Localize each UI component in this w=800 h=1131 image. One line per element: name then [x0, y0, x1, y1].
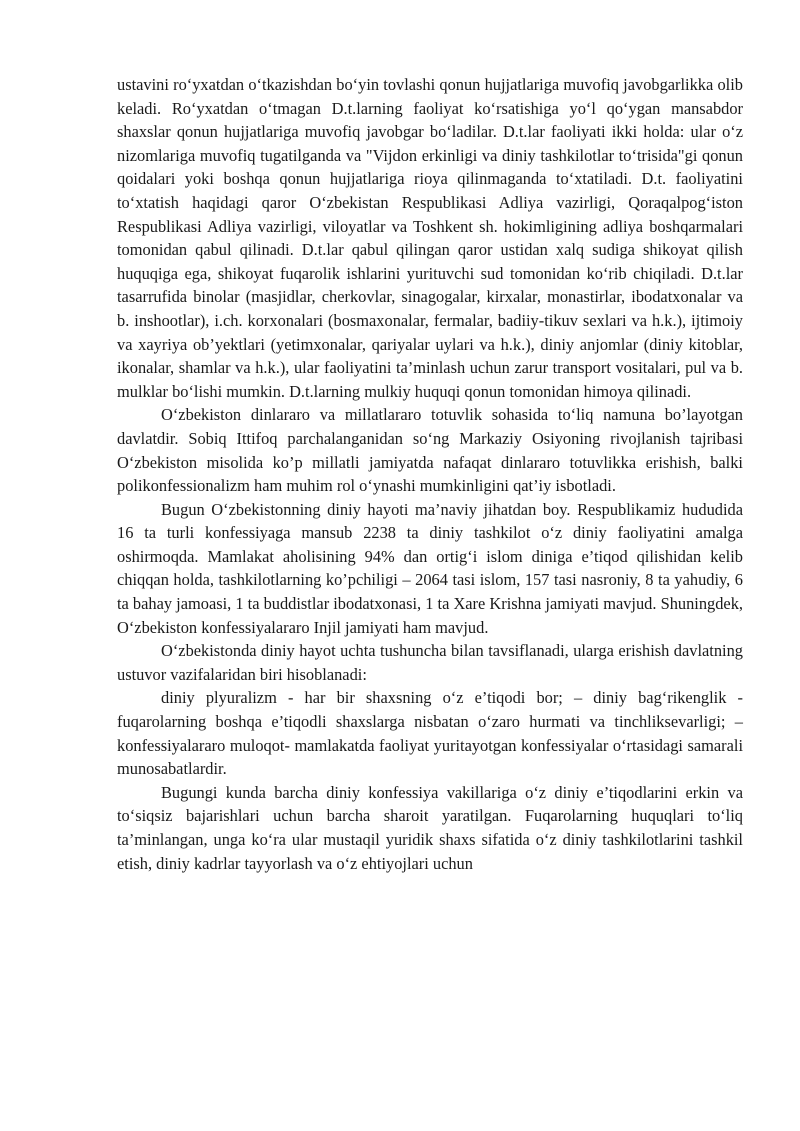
paragraph-continuation: ustavini ro‘yxatdan o‘tkazishdan bo‘yin tovlashi qonun hujjatlariga muvofiq javobgarlikka olib keladi. Ro‘yxatdan o‘tmagan D.t.larning faoliyat ko‘rsatishiga yo‘l qo‘ygan mansabdor shaxslar qonun hujjatlariga muvofiq javobgar bo‘ladilar. D.t.lar faoliyati ikki holda: ular o‘z nizomlariga muvofiq tugatilganda va "Vijdon erkinligi va diniy tashkilotlar to‘trisida"gi qonun qoidalari yoki boshqa qonun hujjatlariga rioya qilinmaganda to‘xtatiladi. D.t. faoliyatini to‘xtatish haqidagi qaror O‘zbekistan Respublikasi Adliya vazirligi, Qoraqalpog‘iston Respublikasi Adliya vazirligi, viloyatlar va Toshkent sh. hokimligining adliya boshqarmalari tomonidan qabul qilinadi. D.t.lar qabul qilingan qaror ustidan xalq sudiga shikoyat qilish huquqiga ega, shikoyat fuqarolik ishlarini yurituvchi sud tomonidan ko‘rib chiqiladi. D.t.lar tasarrufida binolar (masjidlar, cherkovlar, sinagogalar, kirxalar, monastirlar, ibodatxonalar va b. inshootlar), i.ch. korxonalari (bosmaxonalar, fermalar, badiiy-tikuv sexlari va h.k.), ijtimoiy va xayriya ob’yektlari (yetimxonalar, qariyalar uylari va h.k.), diniy anjomlar (diniy kitoblar, ikonalar, shamlar va h.k.), ular faoliyatini ta’minlash uchun zarur transport vositalari, pul va b. mulklar bo‘lishi mumkin. D.t.larning mulkiy huquqi qonun tomonidan himoya qilinadi. [117, 75, 743, 401]
paragraph-pluralism-list: diniy plyuralizm - har bir shaxsning o‘z e’tiqodi bor; – diniy bag‘rikenglik - fuqarolarning boshqa e’tiqodli shaxslarga nisbatan o‘zaro hurmati va tinchliksevarligi; – konfessiyalararo muloqot- mamlakatda faoliyat yuritayotgan konfessiyalar o‘rtasidagi samarali munosabatlardir. [117, 688, 743, 779]
paragraph-conditions: Bugungi kunda barcha diniy konfessiya vakillariga o‘z diniy e’tiqodlarini erkin va to‘siqsiz bajarishlari uchun barcha sharoit yaratilgan. Fuqarolarning huquqlari to‘liq ta’minlangan, unga ko‘ra ular mustaqil yuridik shaxs sifatida o‘z diniy tashkilotlarini tashkil etish, diniy kadrlar tayyorlash va o‘z ehtiyojlari uchun [117, 782, 743, 873]
document-body [117, 73, 743, 875]
paragraph-three-concepts: O‘zbekistonda diniy hayot uchta tushuncha bilan tavsiflanadi, ularga erishish davlatning ustuvor vazifalaridan biri hisoblanadi: [117, 641, 743, 684]
paragraph-interreligious-harmony: O‘zbekiston dinlararo va millatlararo totuvlik sohasida to‘liq namuna bo’layotgan davlatdir. Sobiq Ittifoq parchalanganidan so‘ng Markaziy Osiyoning rivojlanish tajribasi O‘zbekiston misolida ko’p millatli jamiyatda nafaqat dinlararo totuvlikka erishish, balki polikonfessionalizm ham muhim rol o‘ynashi mumkinligini qat’iy isbotladi. [117, 405, 743, 496]
paragraph-religious-life: Bugun O‘zbekistonning diniy hayoti ma’naviy jihatdan boy. Respublikamiz hududida 16 ta turli konfessiyaga mansub 2238 ta diniy tashkilot o‘z diniy faoliyatini amalga oshirmoqda. Mamlakat aholisining 94% dan ortig‘i islom diniga e’tiqod qilishidan kelib chiqqan holda, tashkilotlarning ko’pchiligi – 2064 tasi islom, 157 tasi nasroniy, 8 ta yahudiy, 6 ta bahay jamoasi, 1 ta buddistlar ibodatxonasi, 1 ta Xare Krishna jamiyati mavjud. Shuningdek, O‘zbekiston konfessiyalararo Injil jamiyati ham mavjud. [117, 499, 743, 637]
